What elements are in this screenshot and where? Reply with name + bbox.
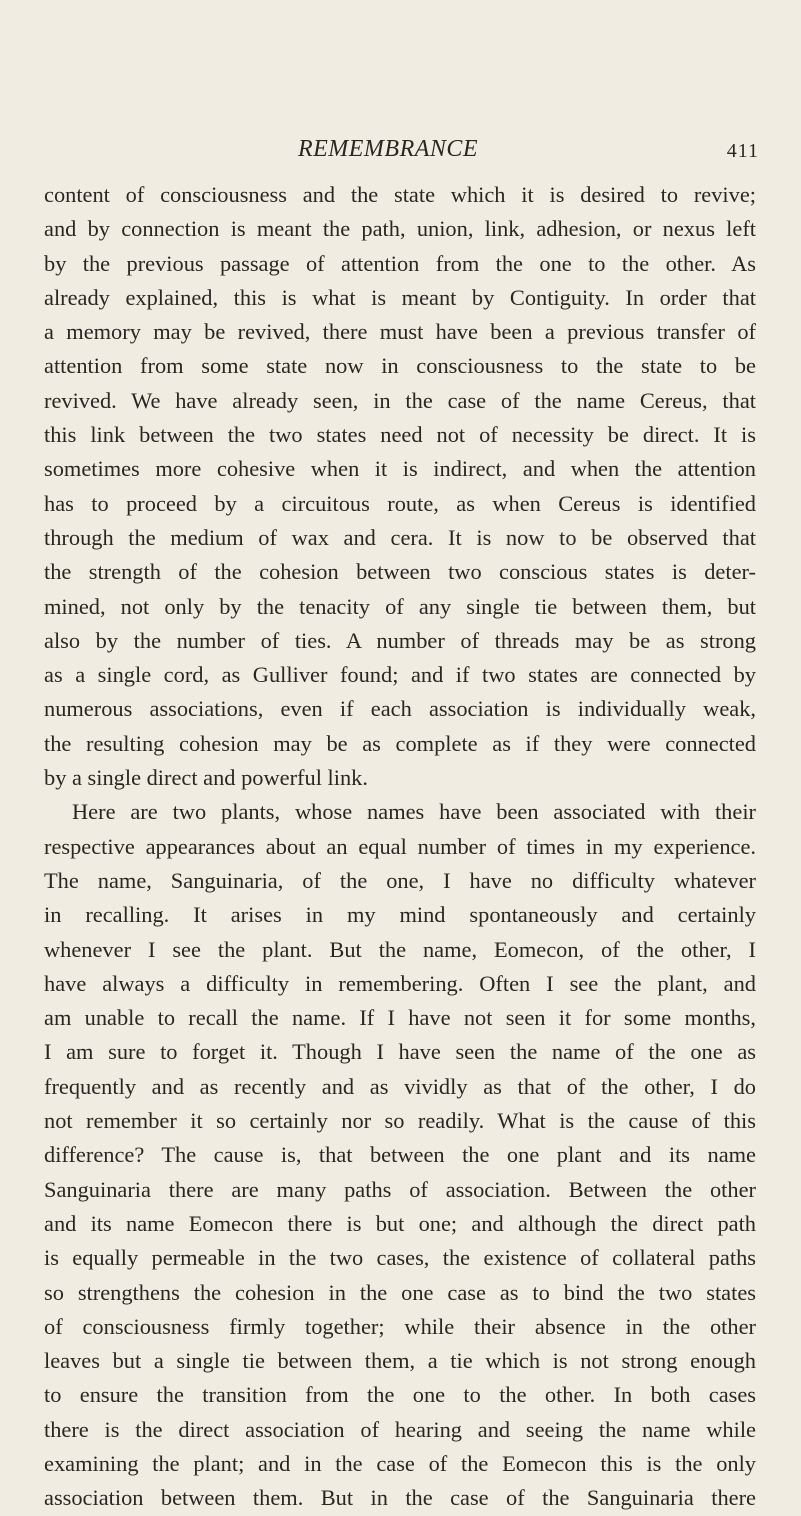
running-head-title: REMEMBRANCE (297, 136, 479, 162)
text-line: examining the plant; and in the case of the Eomecon this is the only (44, 1450, 756, 1476)
text-line: have always a difficulty in remembering. Often I see the plant, and (44, 970, 756, 996)
text-line: difference? The cause is, that between the one plant and its name (44, 1142, 756, 1168)
text-line: also by the number of ties. A number of threads may be as strong (44, 627, 756, 653)
text-line: not remember it so certainly nor so readily. What is the cause of this (44, 1108, 756, 1134)
text-line: leaves but a single tie between them, a tie which is not strong enough (44, 1348, 756, 1374)
text-line: has to proceed by a circuitous route, as when Cereus is identified (44, 490, 756, 516)
text-line: am unable to recall the name. If I have not seen it for some months, (44, 1005, 756, 1031)
text-line: a memory may be revived, there must have been a previous transfer of (44, 319, 756, 345)
text-line: in recalling. It arises in my mind spontaneously and certainly (44, 902, 756, 928)
body-text (44, 178, 756, 1516)
text-line: and by connection is meant the path, union, link, adhesion, or nexus left (44, 216, 756, 242)
text-line: whenever I see the plant. But the name, Eomecon, of the other, I (44, 936, 756, 962)
text-line: association between them. But in the case of the Sanguinaria there (44, 1485, 756, 1511)
text-line: by the previous passage of attention from the one to the other. As (44, 250, 756, 276)
text-line: there is the direct association of hearing and seeing the name while (44, 1416, 756, 1442)
text-line: so strengthens the cohesion in the one case as to bind the two states (44, 1279, 756, 1305)
text-line: the strength of the cohesion between two conscious states is deter- (44, 559, 756, 585)
text-line: the resulting cohesion may be as complete as if they were connected (44, 730, 756, 756)
text-line: sometimes more cohesive when it is indirect, and when the attention (44, 456, 756, 482)
text-line: to ensure the transition from the one to the other. In both cases (44, 1382, 756, 1408)
text-line: Here are two plants, whose names have been associated with their (72, 799, 756, 825)
text-line: is equally permeable in the two cases, the existence of collateral paths (44, 1245, 756, 1271)
text-line: mined, not only by the tenacity of any single tie between them, but (44, 593, 756, 619)
text-line: The name, Sanguinaria, of the one, I have no difficulty whatever (44, 867, 756, 893)
text-line: and its name Eomecon there is but one; and although the direct path (44, 1210, 756, 1236)
text-line: already explained, this is what is meant by Contiguity. In order that (44, 284, 756, 310)
text-line: numerous associations, even if each association is individually weak, (44, 696, 756, 722)
text-line: Sanguinaria there are many paths of association. Between the other (44, 1176, 756, 1202)
page-number: 411 (726, 140, 759, 162)
text-line: revived. We have already seen, in the case of the name Cereus, that (44, 387, 756, 413)
text-line: as a single cord, as Gulliver found; and if two states are connected by (44, 662, 756, 688)
text-line: through the medium of wax and cera. It is now to be observed that (44, 524, 756, 550)
text-line: of consciousness firmly together; while their absence in the other (44, 1313, 756, 1339)
running-head (0, 128, 801, 168)
text-line: content of consciousness and the state which it is desired to revive; (44, 182, 756, 207)
text-line: by a single direct and powerful link. (44, 765, 368, 791)
text-line: this link between the two states need not of necessity be direct. It is (44, 422, 756, 448)
text-line: attention from some state now in consciousness to the state to be (44, 353, 756, 379)
text-line: frequently and as recently and as vividly as that of the other, I do (44, 1073, 756, 1099)
text-line: I am sure to forget it. Though I have seen the name of the one as (44, 1039, 756, 1065)
text-line: respective appearances about an equal number of times in my experience. (44, 833, 756, 859)
